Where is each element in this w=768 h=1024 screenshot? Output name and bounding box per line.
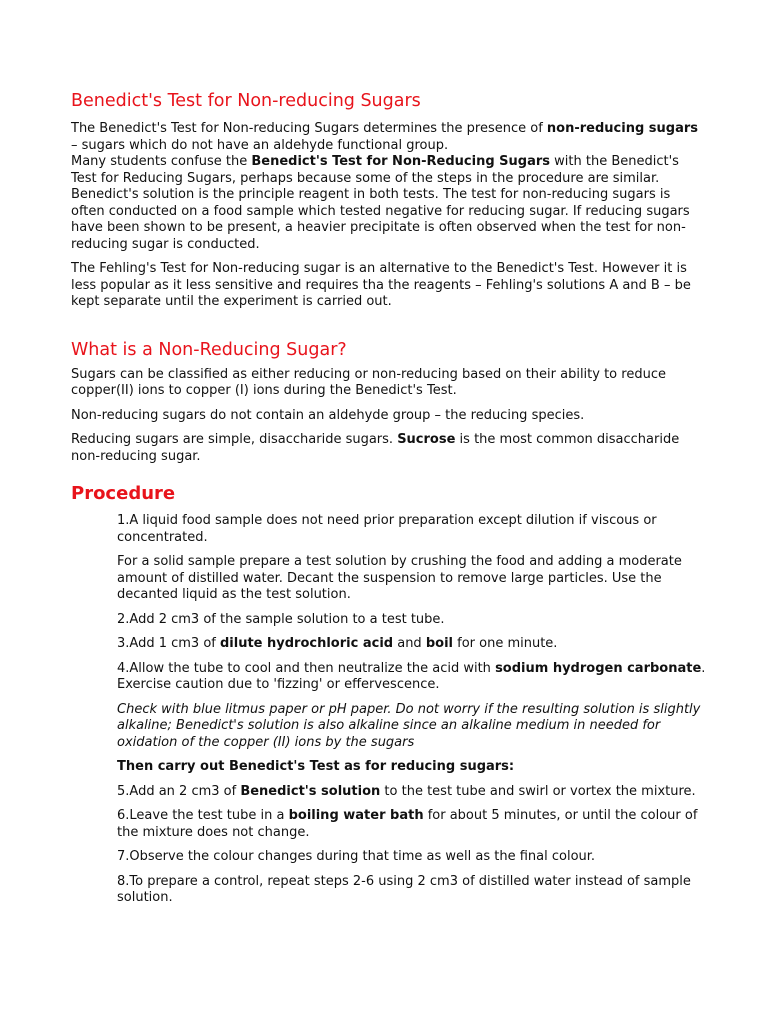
procedure-steps [71,513,708,907]
classification-paragraph: Sugars can be classified as either reducing or non-reducing based on their ability to reduce copper(II) ions to copper (I) ions during the Benedict's Test. [71,366,666,398]
step-1: 1.A liquid food sample does not need prior preparation except dilution if viscous or concentrated. [117,513,657,545]
litmus-note: Check with blue litmus paper or pH paper. Do not worry if the resulting solution is slightly alkaline; Benedict's solution is also alkaline since an alkaline medium in needed for oxidation of the copper (II) ions by the sugars [117,701,701,750]
step-7: 7.Observe the colour changes during that time as well as the final colour. [117,849,596,864]
section-title-benedicts-test: Benedict's Test for Non-reducing Sugars [71,91,421,111]
sucrose-paragraph: Reducing sugars are simple, disaccharide sugars. Sucrose is the most common disaccharide non-reducing sugar. [71,432,680,464]
step-5: 5.Add an 2 cm3 of Benedict's solution to the test tube and swirl or vortex the mixture. [117,783,696,799]
step-4: 4.Allow the tube to cool and then neutralize the acid with sodium hydrogen carbonate. Exercise caution due to 'fizzing' or effervescence. [117,660,706,692]
step-2: 2.Add 2 cm3 of the sample solution to a test tube. [117,611,445,627]
fehlings-paragraph: The Fehling's Test for Non-reducing sugar is an alternative to the Benedict's Test. However it is less popular as it less sensitive and requires tha the reagents – Fehling's solutions A and B – be kept separate until the experiment is carried out. [71,261,691,309]
solid-sample-note: For a solid sample prepare a test solution by crushing the food and adding a moderate amount of distilled water. Decant the suspension to remove large particles. Use the decanted liquid as the test solution. [117,554,682,602]
step-6: 6.Leave the test tube in a boiling water bath for about 5 minutes, or until the colour of the mixture does not change. [117,808,698,840]
intro-paragraph: The Benedict's Test for Non-reducing Sugars determines the presence of non-reducing sugars – sugars which do not have an aldehyde functional group. [71,121,698,153]
then-carry-out: Then carry out Benedict's Test as for reducing sugars: [117,759,515,774]
step-3: 3.Add 1 cm3 of dilute hydrochloric acid and boil for one minute. [117,636,558,651]
section-title-non-reducing-sugar: What is a Non-Reducing Sugar? [71,339,347,360]
aldehyde-paragraph: Non-reducing sugars do not contain an aldehyde group – the reducing species. [71,407,585,423]
section-title-procedure: Procedure [71,483,176,504]
step-8: 8.To prepare a control, repeat steps 2-6 using 2 cm3 of distilled water instead of sample solution. [117,873,691,905]
confusion-paragraph: Many students confuse the Benedict's Test for Non-Reducing Sugars with the Benedict's Test for Reducing Sugars, perhaps because some of the steps in the procedure are similar. Benedict's solution is the principle reagent in both tests. The test for non-reducing sugars is often conducted on a food sample which tested negative for reducing sugar. If reducing sugars have been shown to be present, a heavier precipitate is often observed when the test for non-reducing sugar is conducted. [71,154,690,252]
